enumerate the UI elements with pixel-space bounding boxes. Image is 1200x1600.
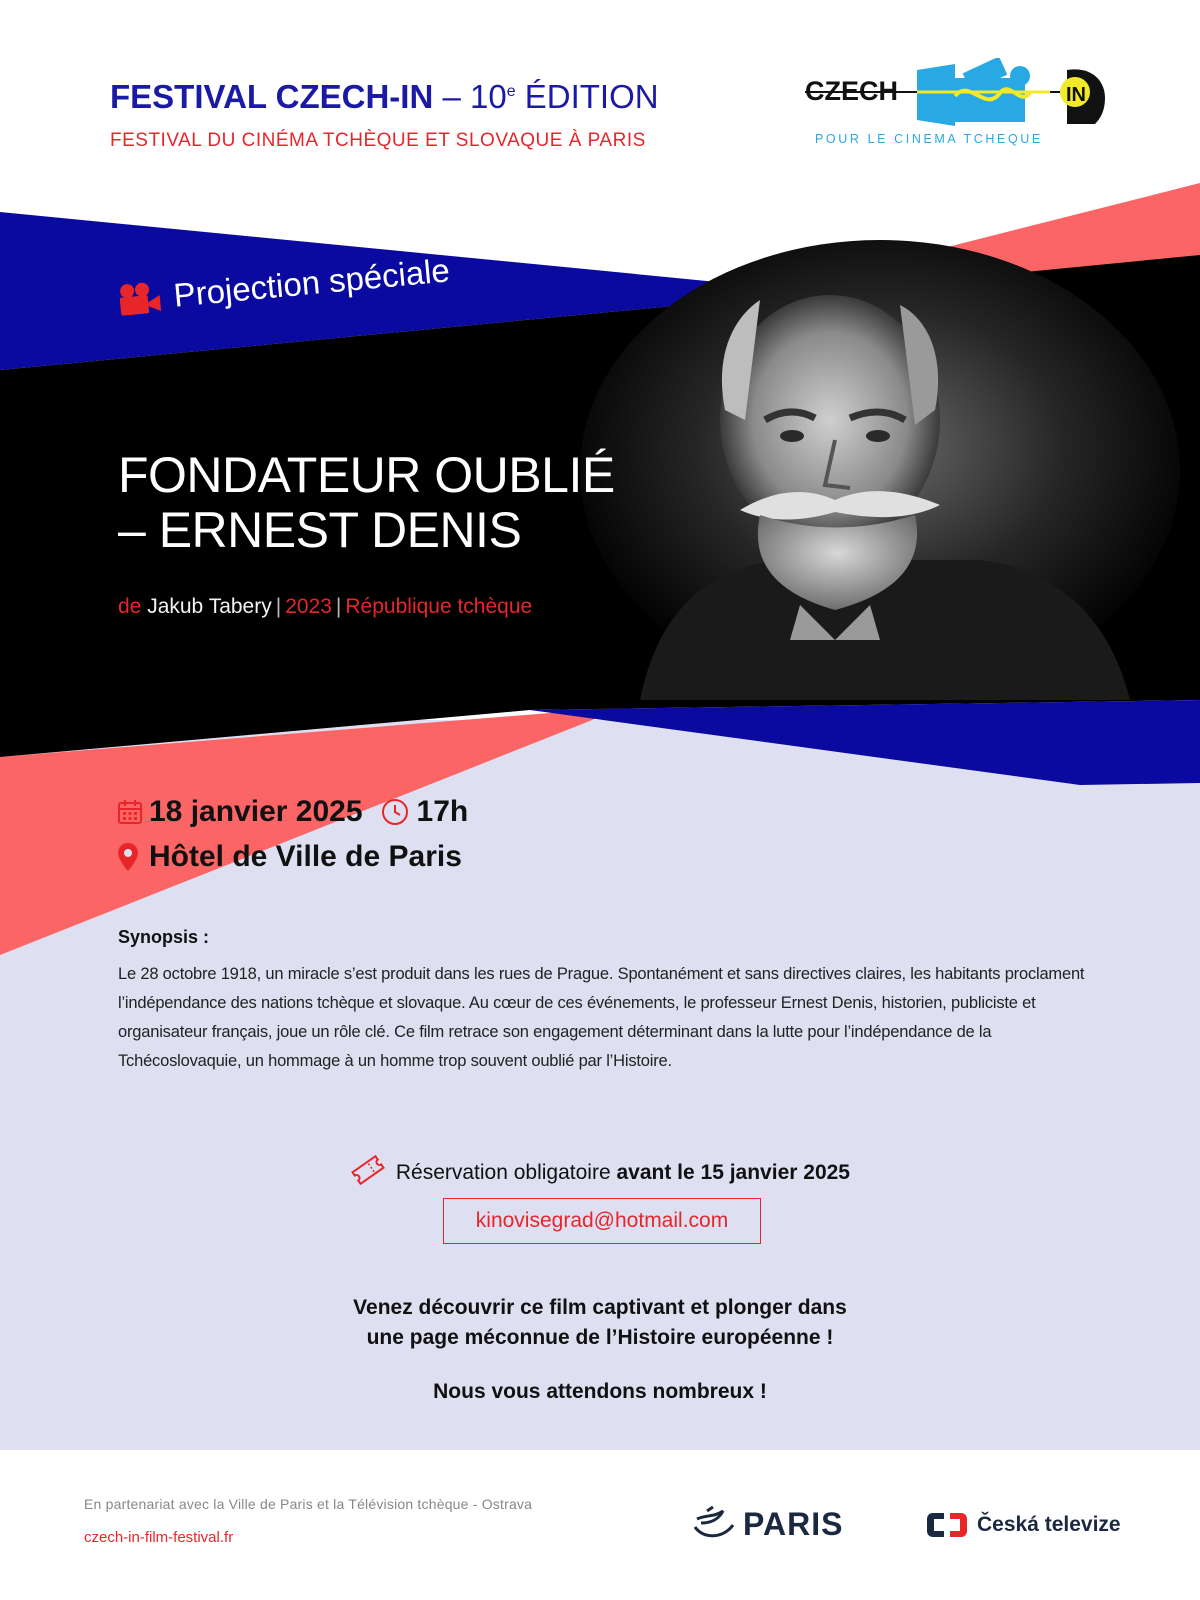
festival-subtitle: FESTIVAL DU CINÉMA TCHÈQUE ET SLOVAQUE À PARIS (110, 130, 646, 151)
venue-name: Hôtel de Ville de Paris (149, 840, 462, 873)
credits-by: de (118, 595, 142, 618)
reservation-email-link[interactable]: kinovisegrad@hotmail.com (443, 1198, 761, 1244)
ticket-icon (350, 1155, 386, 1185)
paris-logo-text: PARIS (743, 1505, 844, 1542)
reservation-deadline: avant le 15 janvier 2025 (616, 1161, 850, 1184)
calendar-icon (117, 799, 143, 825)
credits-country: République tchèque (345, 595, 533, 618)
festival-edition: – 10e ÉDITION (442, 78, 659, 115)
festival-title (110, 78, 659, 116)
ct-logo-text: Česká televize (977, 1513, 1121, 1536)
film-title-line1: FONDATEUR OUBLIÉ (118, 447, 615, 503)
website-link[interactable]: czech-in-film-festival.fr (84, 1529, 234, 1546)
partnership-text: En partenariat avec la Ville de Paris et la Télévision tchèque - Ostrava (84, 1496, 533, 1512)
event-time: 17h (416, 795, 469, 828)
logo-right-text: IN (1066, 84, 1086, 106)
cta-closing: Nous vous attendons nombreux ! (433, 1380, 767, 1403)
festival-name: FESTIVAL CZECH-IN (110, 78, 434, 115)
category-text: Projection spéciale (172, 251, 452, 314)
synopsis-text: Le 28 octobre 1918, un miracle s’est produit dans les rues de Prague. Spontanément et sans directives claires, les habitants proclament l’indépendance des nations tchèque et slovaque. Au cœur de ces événements, le professeur Ernest Denis, historien, publiciste et organisateur français, joue un rôle clé. Ce film retrace son engagement déterminant dans la lutte pour l’indépendance de la Tchécoslovaquie, un hommage à un homme trop souvent oublié par l’Histoire. (118, 965, 1085, 1070)
event-date: 18 janvier 2025 (149, 795, 363, 828)
event-datetime (117, 795, 468, 829)
reservation-notice (0, 1155, 1200, 1185)
logo-left-text: CZECH (805, 76, 898, 106)
credits-director: Jakub Tabery (147, 595, 272, 618)
call-to-action (0, 1293, 1200, 1353)
reservation-text: Réservation obligatoire (395, 1161, 611, 1184)
logo-tagline: POUR LE CINEMA TCHEQUE (815, 132, 1043, 146)
czech-in-logo (805, 58, 1125, 158)
film-title-line2: – ERNEST DENIS (118, 502, 522, 558)
paris-logo (693, 1505, 843, 1543)
event-venue (117, 840, 462, 874)
film-title (118, 448, 615, 558)
cta-line2: une page méconnue de l’Histoire européenne ! (366, 1326, 834, 1349)
cta-line1: Venez découvrir ce film captivant et plonger dans (353, 1296, 847, 1319)
synopsis-label: Synopsis : (118, 927, 210, 947)
ceska-televize-logo (925, 1510, 1121, 1540)
location-pin-icon (117, 842, 139, 872)
credits-year: 2023 (285, 595, 332, 618)
paris-ship-icon (693, 1505, 735, 1543)
ct-emblem-icon (925, 1510, 969, 1540)
clock-icon (381, 798, 409, 826)
portrait-image (580, 240, 1180, 700)
film-credits: de Jakub Tabery | 2023 | République tchèque (118, 595, 533, 618)
camera-icon (116, 279, 163, 319)
